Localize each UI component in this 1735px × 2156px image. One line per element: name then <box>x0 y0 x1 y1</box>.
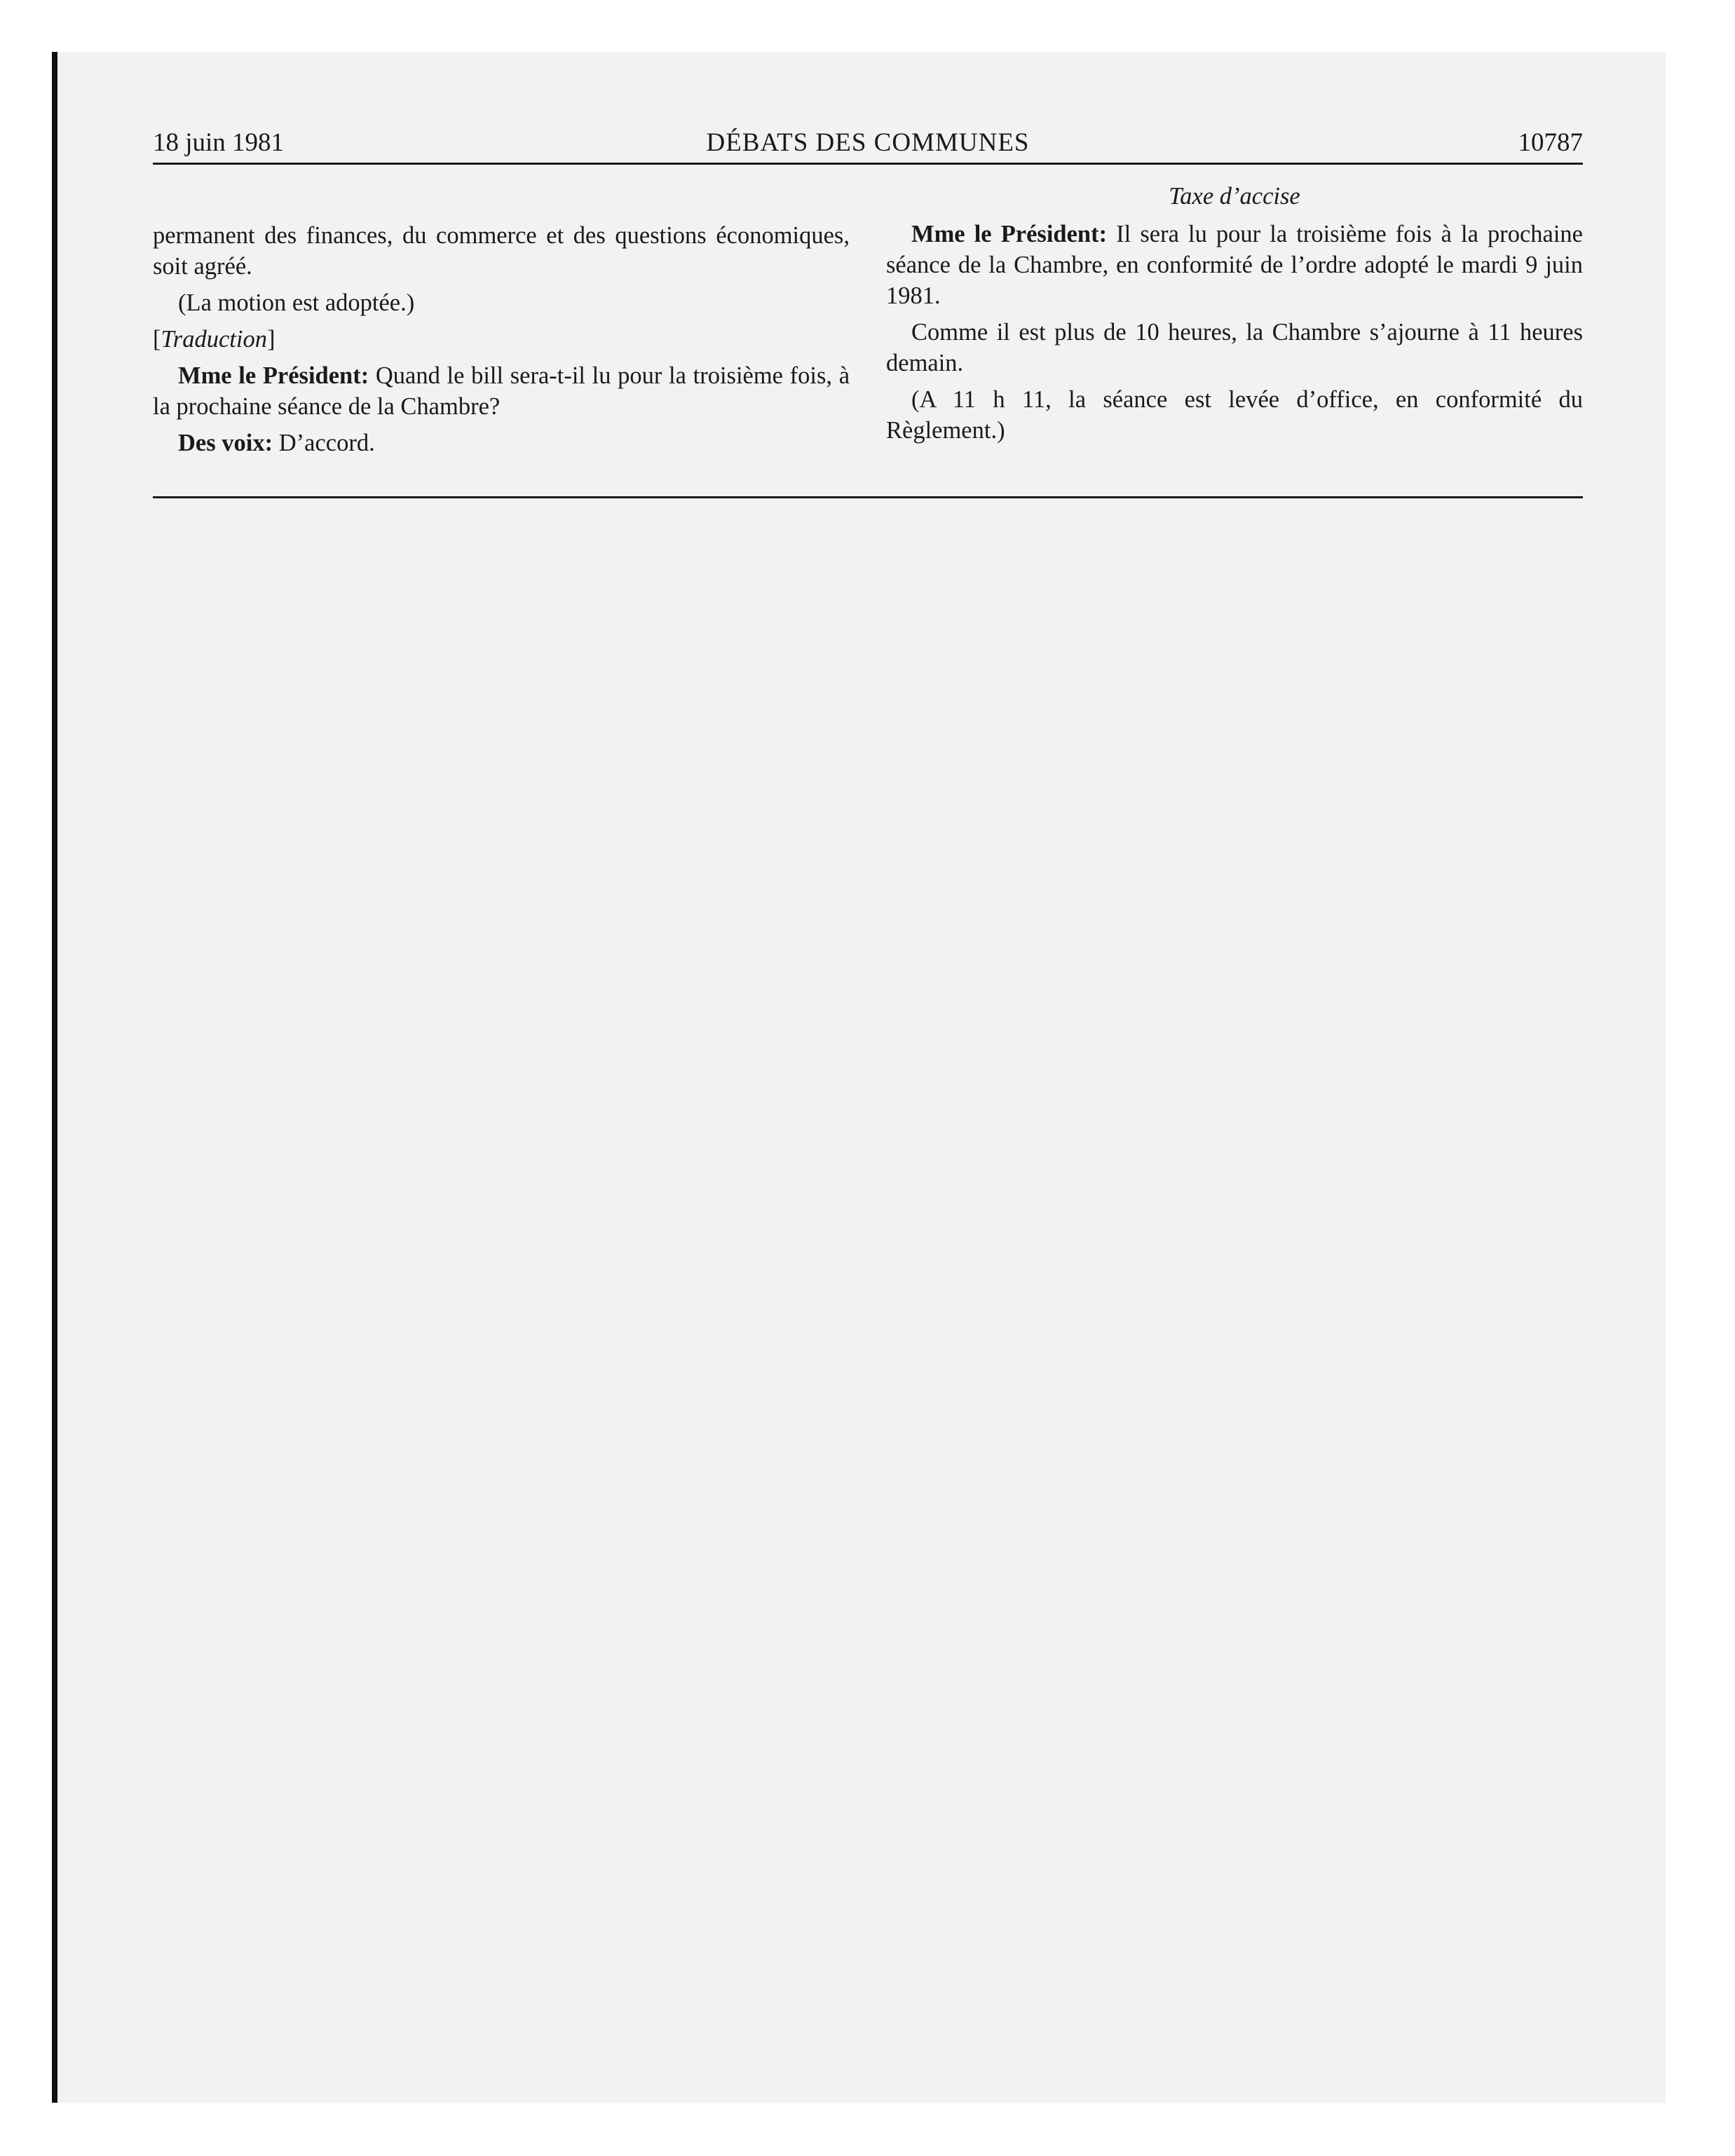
translation-note <box>153 324 850 355</box>
speaker-name: Mme le Président: <box>911 221 1108 247</box>
end-rule <box>153 496 1583 498</box>
header-rule <box>153 163 1583 165</box>
running-head <box>153 126 1583 160</box>
speaker-name: Des voix: <box>178 430 273 456</box>
right-column <box>886 178 1583 451</box>
speaker-name: Mme le Président: <box>178 362 369 389</box>
right-paragraph-3: (A 11 h 11, la séance est levée d’office, en conformité du Règlement.) <box>886 386 1583 444</box>
header-date: 18 juin 1981 <box>153 128 285 157</box>
speech-text: Il sera lu pour la troisième fois à la prochaine séance de la Chambre, en conformité de l’ordre adopté le mardi 9 juin 1981. <box>886 221 1583 309</box>
left-column <box>153 178 850 464</box>
speech-text: Quand le bill sera-t-il lu pour la troisième fois, à la prochaine séance de la Chambre? <box>153 362 850 420</box>
left-paragraph-5 <box>153 428 850 458</box>
left-paragraph-2: (La motion est adoptée.) <box>178 289 415 316</box>
right-paragraph-2: Comme il est plus de 10 heures, la Chambre s’ajourne à 11 heures demain. <box>886 319 1583 376</box>
left-paragraph-4 <box>153 360 850 422</box>
translation-label: Traduction <box>161 326 267 353</box>
header-page-number: 10787 <box>1518 128 1583 157</box>
speech-text: D’accord. <box>273 430 375 456</box>
right-paragraph-1 <box>886 219 1583 311</box>
bracket-close: ] <box>266 326 275 353</box>
bracket-open: [ <box>153 326 161 353</box>
section-heading: Taxe d’accise <box>1169 183 1300 210</box>
left-paragraph-1: permanent des finances, du commerce et des questions économiques, soit agréé. <box>153 222 850 280</box>
header-title: DÉBATS DES COMMUNES <box>706 128 1030 157</box>
